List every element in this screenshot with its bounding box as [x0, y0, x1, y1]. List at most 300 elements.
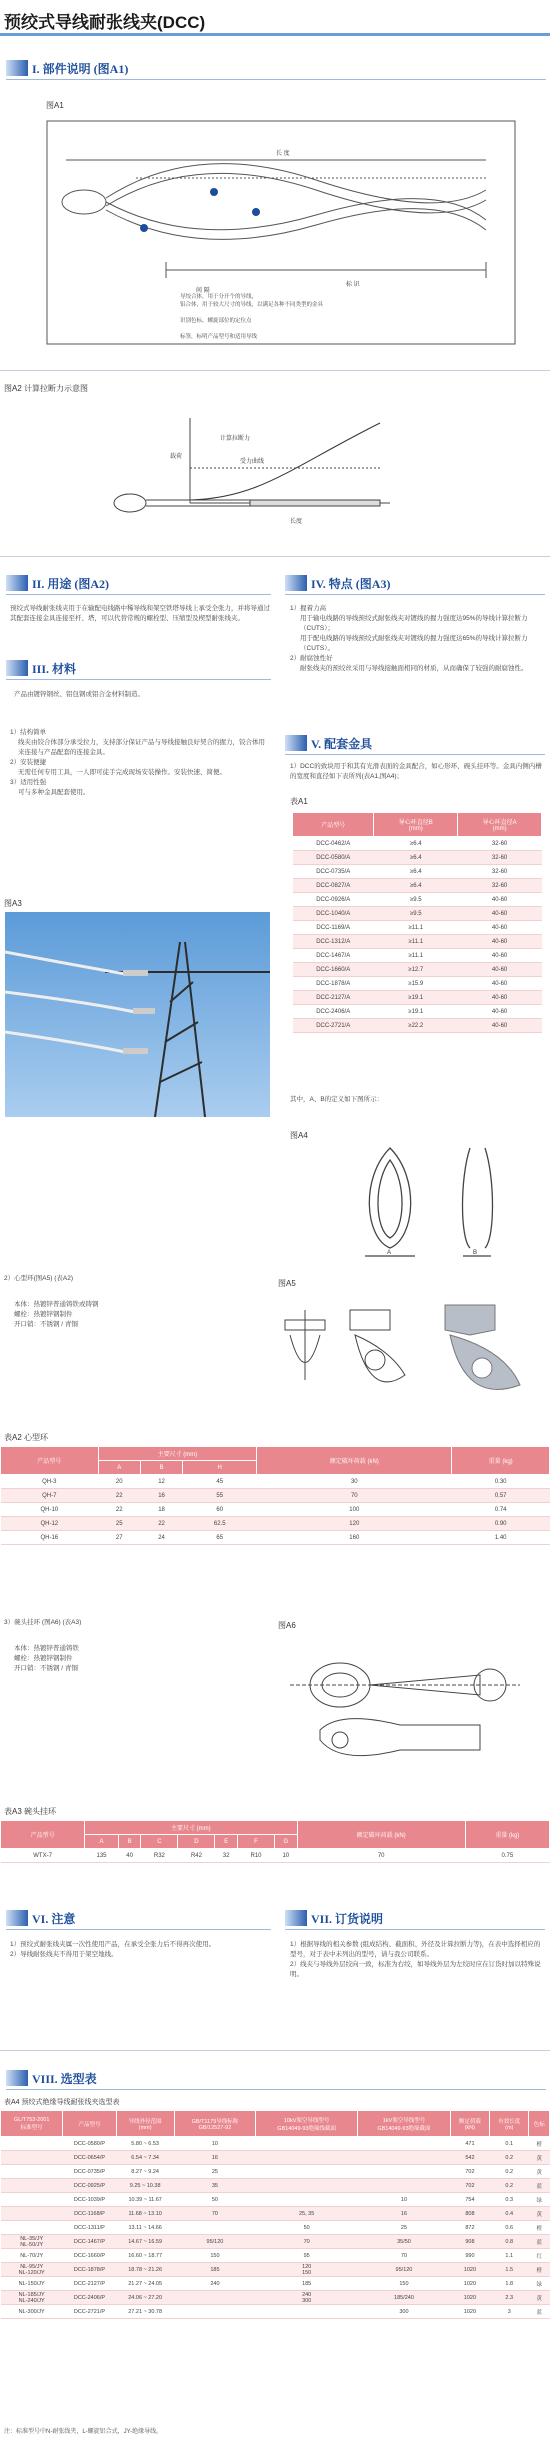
table-cell: 908 [450, 2235, 489, 2249]
table-cell: ≥19.1 [374, 1005, 458, 1019]
table-row [293, 991, 542, 1005]
table-cell: 0.90 [452, 1517, 550, 1531]
feature-item: 用于输电线路的导线预绞式耐张线夹对镀线的握力强度达95%的导线计算拉断力（CUTS）； [300, 615, 528, 632]
table-row [1, 2249, 550, 2263]
section-title: IV. 特点 (图A3) [311, 576, 391, 591]
table-cell: ≥12.7 [374, 963, 458, 977]
table-cell: DCC-1168/P [63, 2207, 116, 2221]
fig-a4-diagram [345, 1138, 545, 1263]
table-cell: 0.1 [490, 2137, 529, 2151]
material-line: 螺栓：热镀锌钢制件 [14, 1311, 73, 1318]
table-a2-label: 表A2 心型环 [4, 1433, 49, 1442]
table-cell: 542 [450, 2151, 489, 2165]
table-footnote: 注：标准型号中N-耐张线夹，L-螺旋铝合式，JY-绝缘导线。 [4, 2429, 163, 2435]
y-label: 载荷 [170, 454, 183, 460]
table-cell: 14.67 ~ 16.59 [116, 2235, 174, 2249]
column-header: D [178, 1835, 215, 1849]
table-cell: ≥9.5 [374, 907, 458, 921]
feature-item: 线夹由铰合体部分承受拉力，支持部分保证产品与导线接触良好契合的握力，铰合体用来连接与产品配套的连接金具。 [18, 739, 265, 756]
table-cell: ≥11.1 [374, 935, 458, 949]
table-cell: 35/50 [358, 2235, 451, 2249]
column-header: A [98, 1461, 140, 1475]
table-cell: ≥22.2 [374, 1019, 458, 1033]
table-cell: 2.3 [490, 2291, 529, 2305]
table-cell [358, 2179, 451, 2193]
material-line: 开口销：不锈钢 / 青铜 [14, 1665, 78, 1672]
section-parts [6, 60, 546, 76]
legend-item: 标签，标明产品型号和适用导线 [180, 334, 258, 340]
table-cell: 135 [85, 1849, 119, 1863]
table-cell: ≥6.4 [374, 851, 458, 865]
table-row [293, 907, 542, 921]
table-cell: 32-60 [458, 879, 542, 893]
table-cell: 绿 [529, 2277, 550, 2291]
table-cell: 25, 35 [256, 2207, 358, 2221]
table-row [1, 1517, 550, 1531]
table-row [1, 2291, 550, 2305]
table-cell: DCC-0462/A [293, 837, 374, 851]
table-cell [1, 2193, 63, 2207]
table-cell: DCC-2721/P [63, 2305, 116, 2319]
column-header: 产品型号 [63, 2111, 116, 2137]
fig-a1-label: 图A1 [46, 101, 64, 110]
material-line: 本体：热镀锌普通铸铁或铸钢 [14, 1301, 99, 1308]
table-cell: NL-150/JY [1, 2277, 63, 2291]
table-cell: 240 300 [256, 2291, 358, 2305]
table-cell [358, 2165, 451, 2179]
column-header: A [85, 1835, 119, 1849]
table-cell: NL-300/JY [1, 2305, 63, 2319]
column-header: 重量 (kg) [465, 1821, 549, 1849]
table-cell: 27 [98, 1531, 140, 1545]
table-cell: QH-10 [1, 1503, 99, 1517]
table-cell [256, 2179, 358, 2193]
column-header: GB/T1179导线标称 GB/12527-92 [174, 2111, 255, 2137]
column-header: 额定荷载 (kN) [450, 2111, 489, 2137]
table-cell: 8.27 ~ 9.24 [116, 2165, 174, 2179]
table-row [293, 921, 542, 935]
table-cell: DCC-2406/P [63, 2291, 116, 2305]
table-cell [1, 2221, 63, 2235]
table-row [1, 1489, 550, 1503]
table-cell [174, 2291, 255, 2305]
table-cell [358, 2151, 451, 2165]
table-cell: DCC-1660/A [293, 963, 374, 977]
table-row [293, 977, 542, 991]
table-cell: NL-35/JY NL-50/JY [1, 2235, 63, 2249]
table-cell: QH-16 [1, 1531, 99, 1545]
table-cell: NL-70/JY [1, 2249, 63, 2263]
table-cell: 16.60 ~ 18.77 [116, 2249, 174, 2263]
table-cell: 70 [297, 1849, 465, 1863]
table-cell: 50 [174, 2193, 255, 2207]
table-row [293, 851, 542, 865]
column-header: 额定破坏荷载 (kN) [257, 1447, 452, 1475]
table-cell: 30 [257, 1475, 452, 1489]
table-cell: 绿 [529, 2193, 550, 2207]
section-material [6, 660, 271, 676]
feature-item: 可与多种金具配套使用。 [18, 789, 90, 796]
table-cell: R32 [141, 1849, 178, 1863]
column-header: 有效长度 (m) [490, 2111, 529, 2137]
table-cell: ≥15.9 [374, 977, 458, 991]
curve-label-1: 计算拉断力 [220, 436, 251, 442]
table-cell: DCC-0580/P [63, 2137, 116, 2151]
column-header: H [183, 1461, 257, 1475]
table-cell: ≥11.1 [374, 949, 458, 963]
notice-item: 2）导线耐张线夹不得用于架空地线。 [10, 1951, 118, 1958]
table-cell: DCC-2406/A [293, 1005, 374, 1019]
table-cell: DCC-1467/P [63, 2235, 116, 2249]
material-line: 开口销：不锈钢 / 青铜 [14, 1321, 78, 1328]
table-cell: DCC-1878/A [293, 977, 374, 991]
table-cell: 16 [358, 2207, 451, 2221]
table-row [293, 837, 542, 851]
table-a4 [0, 2110, 550, 2319]
table-row [1, 2193, 550, 2207]
column-header: 色标 [529, 2111, 550, 2137]
table-cell: 25 [98, 1517, 140, 1531]
table-cell: 65 [183, 1531, 257, 1545]
socket-title: 3）碗头挂环 (图A6) (表A3) [4, 1619, 82, 1626]
table-cell: ≥6.4 [374, 879, 458, 893]
table-cell: 120 [257, 1517, 452, 1531]
table-cell: 62.5 [183, 1517, 257, 1531]
feature-item: 用于配电线路的导线预绞式耐张线夹对镀线的握力强度达65%的导线计算拉断力（CUTS）。 [300, 635, 528, 652]
table-cell: DCC-1660/P [63, 2249, 116, 2263]
table-cell: 95/120 [174, 2235, 255, 2249]
table-cell: 40-60 [458, 1005, 542, 1019]
table-a3-label: 表A3 碗头挂环 [4, 1807, 57, 1816]
notice-item: 1）预绞式耐张线夹属一次性使用产品，在承受全张力后不得再次使用。 [10, 1941, 216, 1948]
table-cell: DCC-0827/A [293, 879, 374, 893]
svg-text:B: B [473, 1250, 478, 1256]
table-cell: 40-60 [458, 991, 542, 1005]
table-cell: 40-60 [458, 963, 542, 977]
table-cell: DCC-0654/P [63, 2151, 116, 2165]
table-cell: 21.27 ~ 24.05 [116, 2277, 174, 2291]
table-cell: DCC-1311/P [63, 2221, 116, 2235]
table-cell: 27.21 ~ 30.78 [116, 2305, 174, 2319]
notice-list [10, 1940, 268, 1960]
table-a2-body [1, 1475, 550, 1545]
fig-a5-label: 图A5 [278, 1279, 296, 1288]
fig-a4-label: 图A4 [290, 1131, 308, 1140]
table-cell: 40-60 [458, 893, 542, 907]
table-cell: 60 [183, 1503, 257, 1517]
fig-a2-label: 图A2 计算拉断力示意图 [4, 384, 89, 393]
table-cell: 702 [450, 2179, 489, 2193]
table-cell: 0.57 [452, 1489, 550, 1503]
table-cell: 黄 [529, 2291, 550, 2305]
table-cell: QH-3 [1, 1475, 99, 1489]
table-cell: 872 [450, 2221, 489, 2235]
feature-item: 无需任何专用工具，一人即可徒手完成现场安装操作。安装快速、简便。 [18, 769, 226, 776]
table-cell: DCC-1312/A [293, 935, 374, 949]
heart-ring-materials [14, 1300, 99, 1330]
table-cell: 16 [174, 2151, 255, 2165]
table-a3-body [1, 1849, 550, 1863]
table-cell: 红 [529, 2249, 550, 2263]
column-header: 产品型号 [1, 1447, 99, 1475]
feature-item: 1）结构简单 [10, 729, 47, 736]
table-cell: 40-60 [458, 949, 542, 963]
table-row [293, 949, 542, 963]
table-cell: 702 [450, 2165, 489, 2179]
column-header: GL/T753-2001 标准型号 [1, 2111, 63, 2137]
svg-text:A: A [387, 1250, 392, 1256]
table-row [293, 1005, 542, 1019]
column-header: 导心环直径B (mm) [374, 813, 458, 837]
table-cell: DCC-2127/A [293, 991, 374, 1005]
table-a1-label: 表A1 [290, 797, 308, 806]
table-row [1, 2263, 550, 2277]
section-title: III. 材料 [32, 661, 77, 676]
table-cell: 35 [174, 2179, 255, 2193]
table-cell: 橙 [529, 2137, 550, 2151]
table-cell: 12 [140, 1475, 182, 1489]
column-header: 1kV架空导线型号 GB14049-93绝缘截面 [358, 2111, 451, 2137]
table-cell: DCC-0925/P [63, 2179, 116, 2193]
table-cell: 70 [174, 2207, 255, 2221]
table-cell: QH-7 [1, 1489, 99, 1503]
table-cell: 橙 [529, 2221, 550, 2235]
table-cell: 32-60 [458, 851, 542, 865]
table-cell: 70 [256, 2235, 358, 2249]
table-cell [256, 2151, 358, 2165]
usage-text: 预绞式导线耐张线夹用于在输配电线路中稀导线和架空铁塔导线上承受全张力，并将导通过其配套连接金具连接至杆、塔，可以代替常规的螺栓型、压缩型及楔型耐张线夹。 [10, 605, 270, 622]
table-cell: 100 [257, 1503, 452, 1517]
table-cell: 0.2 [490, 2179, 529, 2193]
table-cell: ≥11.1 [374, 921, 458, 935]
table-cell [256, 2165, 358, 2179]
order-item: 1）根据导线的相关参数 (组成结构、截面积、外径及计算拉断力等)，在表中选择相应的型号，对于表中未列出的型号，请与我公司联系。 [290, 1941, 541, 1958]
fig-a1-legend [180, 285, 480, 349]
table-cell: 95 [256, 2249, 358, 2263]
column-header: 重量 (kg) [452, 1447, 550, 1475]
section-title: V. 配套金具 [311, 736, 373, 751]
table-cell: 22 [98, 1503, 140, 1517]
table-cell: 24 [140, 1531, 182, 1545]
material-line: 本体：热镀锌普通铸铁 [14, 1645, 79, 1652]
column-header: B [118, 1835, 141, 1849]
section-marker [6, 60, 28, 76]
table-cell: 9.25 ~ 10.38 [116, 2179, 174, 2193]
table-cell: DCC-2721/A [293, 1019, 374, 1033]
table-row [293, 865, 542, 879]
feature-item: 3）适用性强 [10, 779, 47, 786]
feature-item: 2）耐腐蚀性好 [290, 655, 333, 662]
fitting-after: 其中，A、B的定义如下图所示： [290, 1096, 384, 1103]
column-header: 产品型号 [1, 1821, 85, 1849]
section-selection [6, 2070, 546, 2086]
table-cell: 185 [256, 2277, 358, 2291]
title-rule [0, 33, 550, 36]
table-cell: 0.3 [490, 2193, 529, 2207]
table-cell: 40-60 [458, 935, 542, 949]
table-cell: DCC-1040/A [293, 907, 374, 921]
table-cell [174, 2305, 255, 2319]
table-cell: 25 [358, 2221, 451, 2235]
section-title: I. 部件说明 (图A1) [32, 61, 129, 76]
table-cell: 20 [98, 1475, 140, 1489]
section-notice [6, 1910, 271, 1926]
socket-materials [14, 1644, 79, 1674]
table-row [1, 1503, 550, 1517]
table-cell: 16 [140, 1489, 182, 1503]
table-row [1, 2235, 550, 2249]
table-cell: 70 [257, 1489, 452, 1503]
table-row [1, 2221, 550, 2235]
table-cell: DCC-0735/A [293, 865, 374, 879]
table-row [293, 963, 542, 977]
fig-a3-photo [5, 912, 270, 1117]
table-cell: ≥6.4 [374, 865, 458, 879]
table-row [1, 1531, 550, 1545]
table-cell [174, 2221, 255, 2235]
table-cell: 3 [490, 2305, 529, 2319]
table-cell [256, 2193, 358, 2207]
table-cell: 40-60 [458, 907, 542, 921]
table-cell: 11.68 ~ 13.10 [116, 2207, 174, 2221]
table-cell: 0.4 [490, 2207, 529, 2221]
table-row [1, 1849, 550, 1863]
table-cell: 160 [257, 1531, 452, 1545]
section-title: II. 用途 (图A2) [32, 576, 109, 591]
section-usage [6, 575, 271, 591]
fitting-text: 1）DCC的致块用于和其有光滑表面的金具配合，如心形环、碗头挂环等。金具内侧内槽的宽度和直径如下表所列(表A1,图A4)； [290, 763, 542, 780]
column-header: E [215, 1835, 238, 1849]
table-row [1, 2179, 550, 2193]
table-row [1, 2277, 550, 2291]
table-cell: DCC-0926/A [293, 893, 374, 907]
table-cell: 1.1 [490, 2249, 529, 2263]
table-cell: 40-60 [458, 977, 542, 991]
legend-item: 导绞合体，用于分开个的导线， 铝合体，用于较大尺寸的导线，以满足各种不同类型的金具 [180, 294, 324, 308]
material-text: 产品由镀锌钢丝、铝包钢或铝合金材料制造。 [14, 691, 144, 698]
table-cell: 橙 [529, 2263, 550, 2277]
table-cell: 22 [98, 1489, 140, 1503]
table-cell: 1.5 [490, 2263, 529, 2277]
table-cell: 5.80 ~ 6.53 [116, 2137, 174, 2151]
table-cell: 蓝 [529, 2305, 550, 2319]
table-cell: 蓝 [529, 2235, 550, 2249]
table-row [293, 1019, 542, 1033]
fig-a6-label: 图A6 [278, 1621, 296, 1630]
table-a3 [0, 1820, 550, 1863]
column-header: G [275, 1835, 298, 1849]
table-cell [256, 2137, 358, 2151]
table-cell: 0.30 [452, 1475, 550, 1489]
table-cell [1, 2151, 63, 2165]
table-cell: 6.54 ~ 7.34 [116, 2151, 174, 2165]
table-cell [256, 2305, 358, 2319]
feature-list [290, 604, 545, 674]
table-cell: 蓝 [529, 2179, 550, 2193]
table-cell: 18.78 ~ 21.26 [116, 2263, 174, 2277]
table-cell: ≥19.1 [374, 991, 458, 1005]
table-cell: 10 [275, 1849, 298, 1863]
table-cell: 黄 [529, 2151, 550, 2165]
table-cell: 1020 [450, 2277, 489, 2291]
table-cell: DCC-1169/A [293, 921, 374, 935]
column-header: 主要尺寸 (mm) [85, 1821, 297, 1835]
column-header: 产品型号 [293, 813, 374, 837]
dim-slot: 标 识 [346, 282, 360, 288]
column-header: 主要尺寸 (mm) [98, 1447, 257, 1461]
table-row [293, 893, 542, 907]
table-cell: 471 [450, 2137, 489, 2151]
table-cell: 32 [215, 1849, 238, 1863]
heart-ring-title: 2）心型环(图A5) (表A2) [4, 1275, 73, 1282]
table-cell: 32-60 [458, 837, 542, 851]
table-cell: 40-60 [458, 921, 542, 935]
table-row [1, 2207, 550, 2221]
table-cell: 40 [118, 1849, 141, 1863]
table-cell: NL-185/JY NL-240/JY [1, 2291, 63, 2305]
fig-a3-label: 图A3 [4, 899, 22, 908]
table-cell: 45 [183, 1475, 257, 1489]
table-cell: QH-12 [1, 1517, 99, 1531]
table-cell: 32-60 [458, 865, 542, 879]
fig-a6-diagram [280, 1640, 540, 1780]
table-cell: 黄 [529, 2207, 550, 2221]
fig-a5-diagram [270, 1290, 540, 1415]
table-a4-label: 表A4 预绞式绝缘导线耐张线夹选型表 [4, 2099, 120, 2106]
curve-label-2: 受力曲线 [240, 459, 265, 465]
page-title: 预绞式导线耐张线夹(DCC) [4, 13, 206, 32]
table-cell: R10 [237, 1849, 274, 1863]
table-cell: 1.8 [490, 2277, 529, 2291]
table-cell: 1.40 [452, 1531, 550, 1545]
table-cell: 1020 [450, 2263, 489, 2277]
table-cell: 185/240 [358, 2291, 451, 2305]
left-feature-list [10, 728, 270, 798]
table-cell: 0.75 [465, 1849, 549, 1863]
section-fittings [285, 735, 545, 751]
table-cell: ≥6.4 [374, 837, 458, 851]
table-row [293, 935, 542, 949]
feature-item: 1）握着力高 [290, 605, 327, 612]
table-cell: 70 [358, 2249, 451, 2263]
table-cell: 0.74 [452, 1503, 550, 1517]
dim-gap: 间 隔 [196, 288, 210, 294]
table-cell: 240 [174, 2277, 255, 2291]
table-cell: 95/120 [358, 2263, 451, 2277]
column-header: 10kV架空导线型号 GB14049-93绝缘线截面 [256, 2111, 358, 2137]
table-a1 [292, 812, 542, 1033]
table-cell [1, 2207, 63, 2221]
table-cell: ≥9.5 [374, 893, 458, 907]
order-list [290, 1940, 545, 1980]
table-cell: 185 [174, 2263, 255, 2277]
table-cell [358, 2137, 451, 2151]
table-cell: 808 [450, 2207, 489, 2221]
table-cell: R42 [178, 1849, 215, 1863]
table-row [1, 2305, 550, 2319]
section-title: VI. 注意 [32, 1911, 76, 1926]
table-a1-body [293, 837, 542, 1033]
fig-a2-diagram [110, 408, 400, 538]
table-cell: DCC-2127/P [63, 2277, 116, 2291]
table-cell: DCC-1039/P [63, 2193, 116, 2207]
table-cell: 300 [358, 2305, 451, 2319]
table-cell: 24.06 ~ 27.20 [116, 2291, 174, 2305]
material-line: 螺栓：热镀锌钢制件 [14, 1655, 73, 1662]
table-cell: 150 [358, 2277, 451, 2291]
table-a4-body [1, 2137, 550, 2319]
legend-item: 识别色标，螺旋部位的定位点 [180, 318, 252, 324]
